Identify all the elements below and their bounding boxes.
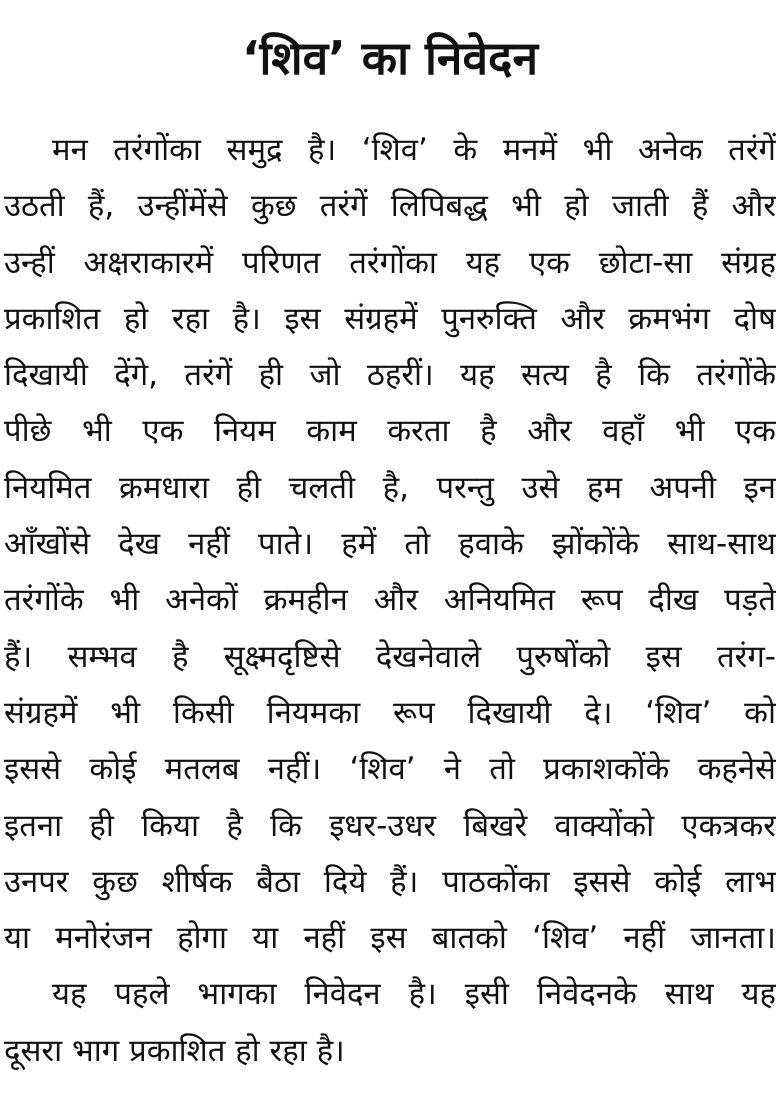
text-line: मन तरंगोंका समुद्र है। ‘शिव’ के मनमें भी अनेक तरंगें [52, 132, 776, 168]
text-line: इससे कोई मतलब नहीं। ‘शिव’ ने तो प्रकाशकोंके कहनेसे [4, 751, 776, 788]
text-line: उन्हीं अक्षराकारमें परिणत तरंगोंका यह एक छोटा-सा संग्रह [4, 244, 776, 281]
text-line: संग्रहमें भी किसी नियमका रूप दिखायी दे। ‘शिव’ को [4, 694, 776, 731]
paragraph-2 [4, 966, 776, 1079]
text-line: नियमित क्रमधारा ही चलती है, परन्तु उसे हम अपनी इन [4, 469, 776, 506]
paragraph-1 [4, 122, 776, 966]
text-line: इतना ही किया है कि इधर-उधर बिखरे वाक्योंको एकत्रकर [4, 807, 776, 844]
text-line: यह पहले भागका निवेदन है। इसी निवेदनके साथ यह [52, 976, 776, 1013]
text-line: उठती हैं, उन्हींमेंसे कुछ तरंगें लिपिबद्ध भी हो जाती हैं और [4, 188, 776, 225]
text-line: दिखायी देंगे, तरंगें ही जो ठहरीं। यह सत्य है कि तरंगोंके [4, 357, 776, 394]
body-text [4, 122, 776, 1079]
text-line: पीछे भी एक नियम काम करता है और वहाँ भी एक [4, 413, 776, 450]
text-line: दूसरा भाग प्रकाशित हो रहा है। [4, 1032, 345, 1069]
text-line: उनपर कुछ शीर्षक बैठा दिये हैं। पाठकोंका इससे कोई लाभ [4, 863, 776, 900]
text-line: या मनोरंजन होगा या नहीं इस बातको ‘शिव’ नहीं जानता। [4, 920, 776, 957]
page-title: ‘शिव’ का निवेदन [242, 31, 538, 85]
text-line: तरंगोंके भी अनेकों क्रमहीन और अनियमित रूप दीख पड़ते [4, 582, 776, 619]
text-line: हैं। सम्भव है सूक्ष्मदृष्टिसे देखनेवाले पुरुषोंको इस तरंग- [4, 638, 776, 675]
text-line: प्रकाशित हो रहा है। इस संग्रहमें पुनरुक्ति और क्रमभंग दोष [4, 300, 776, 337]
text-line: आँखोंसे देख नहीं पाते। हमें तो हवाके झोंकोंके साथ-साथ [4, 526, 776, 563]
